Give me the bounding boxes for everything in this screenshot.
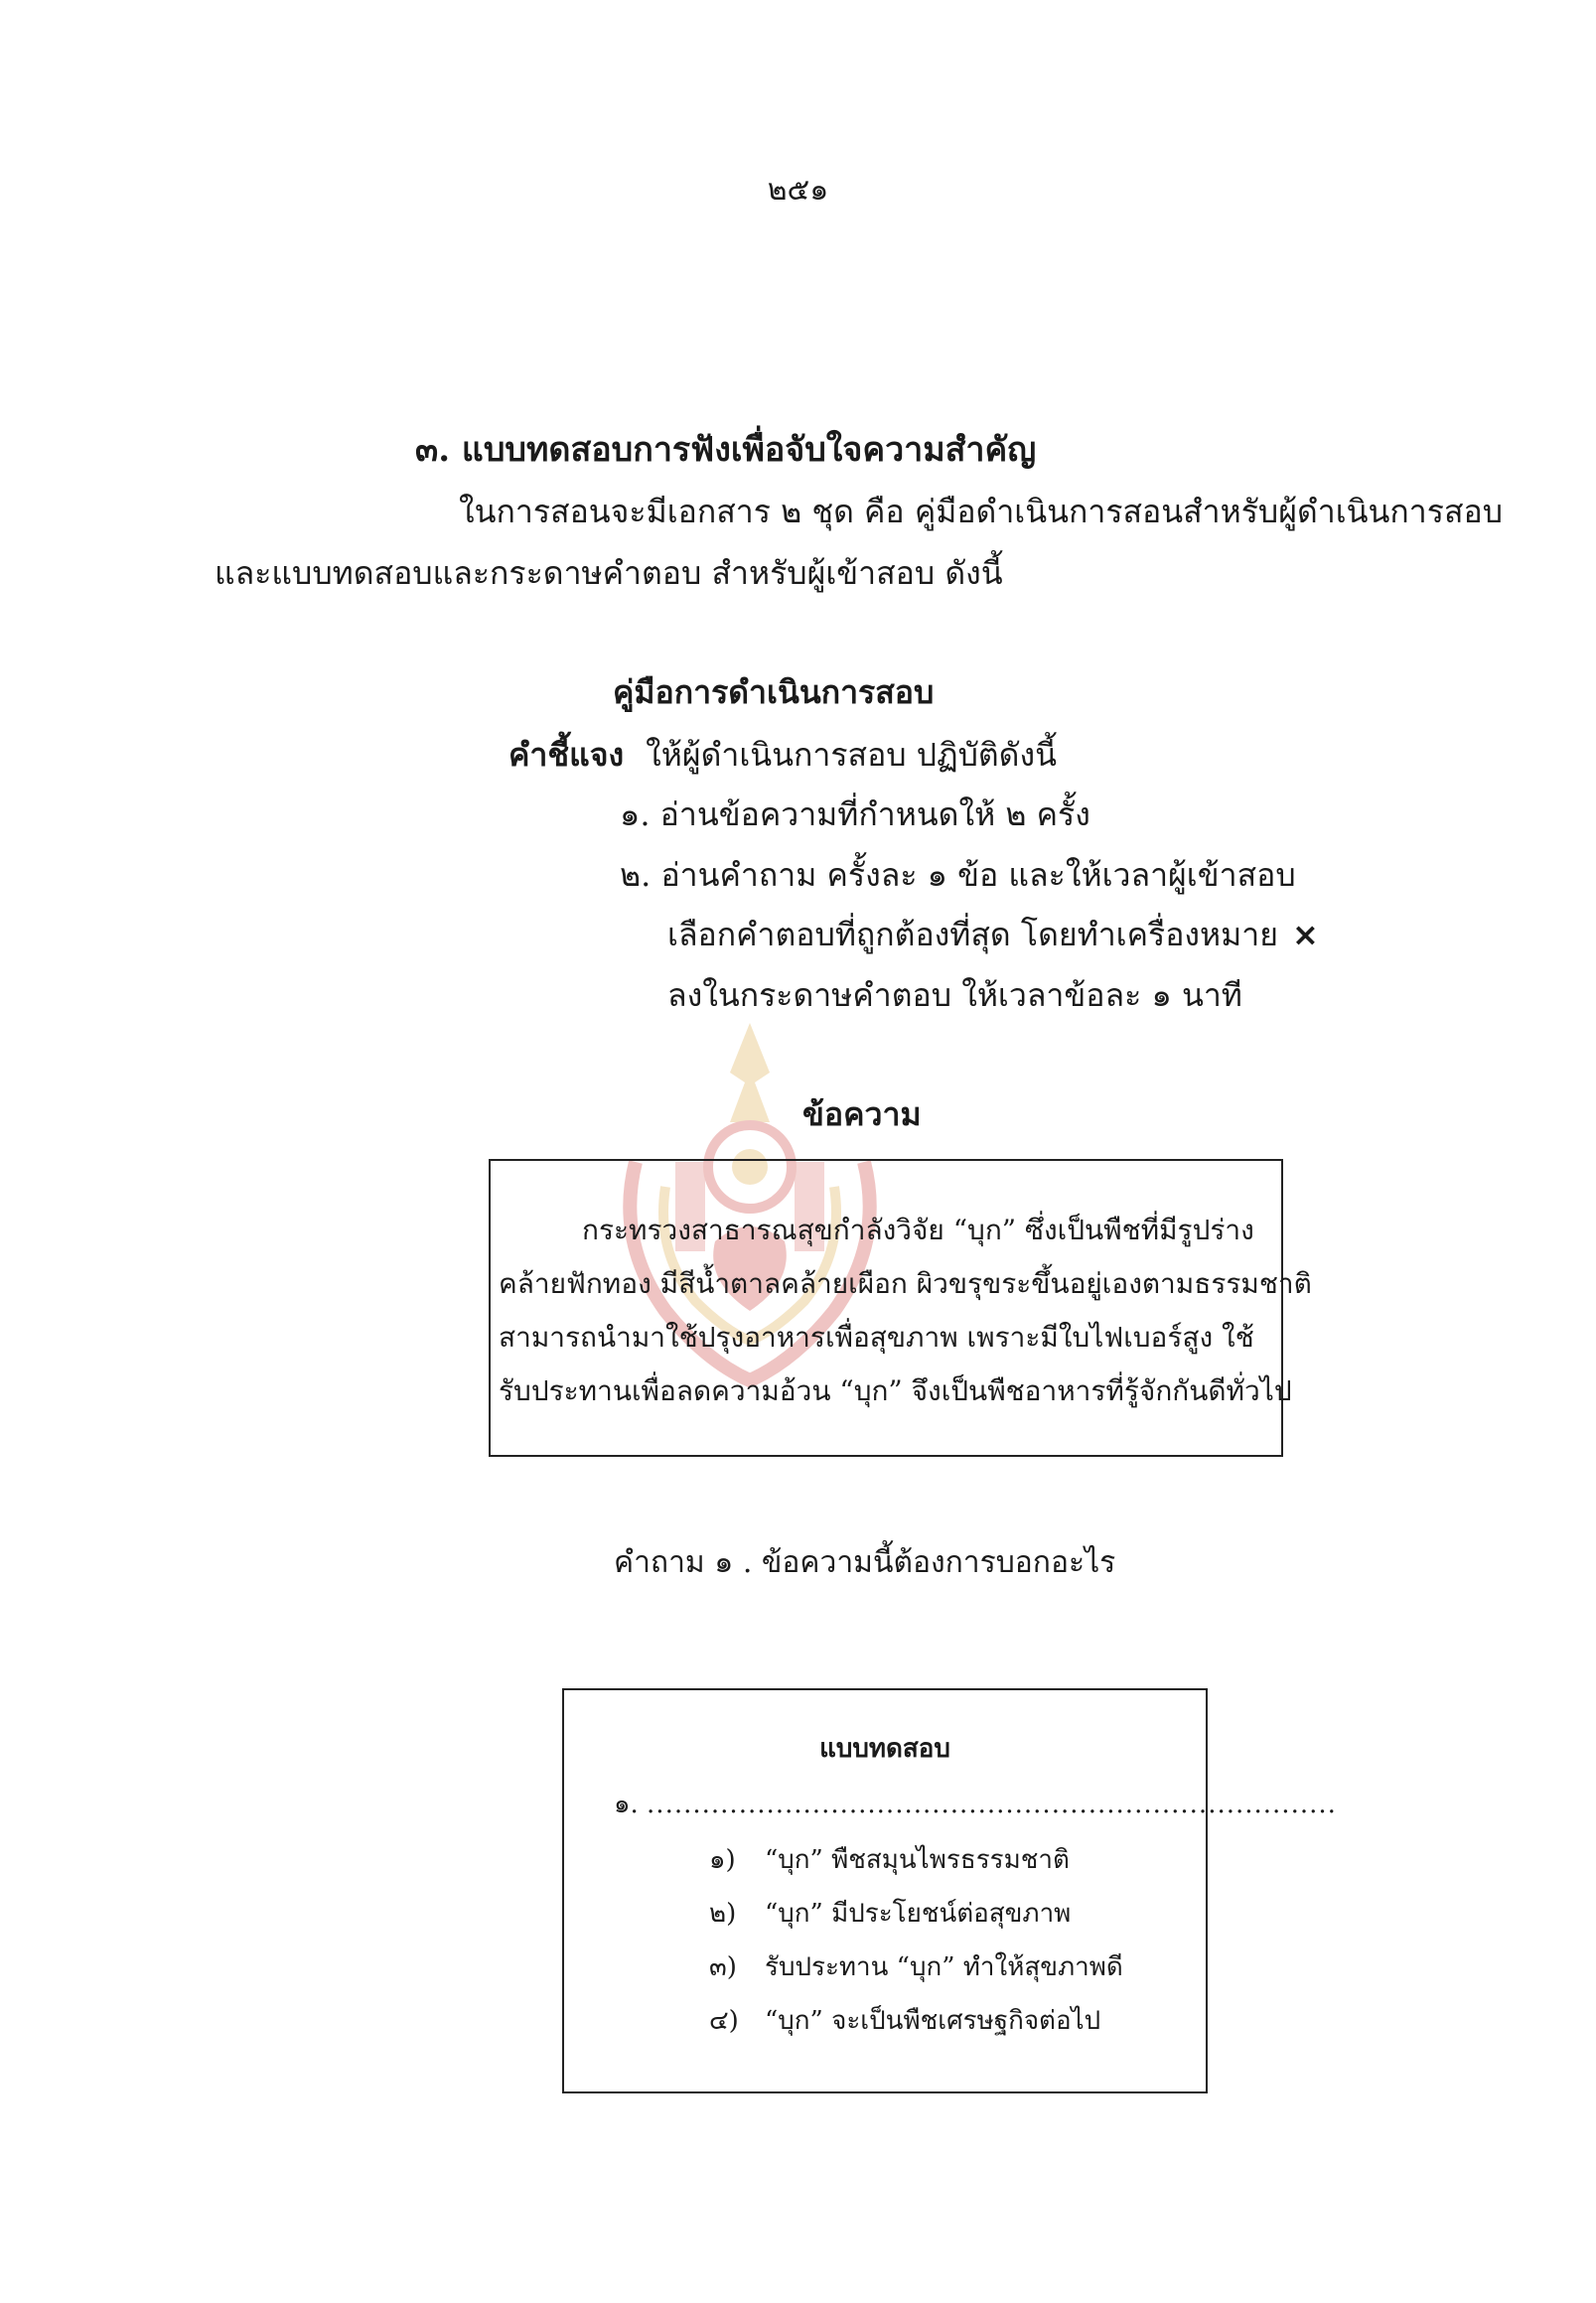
option-text: “บุก” จะเป็นพืชเศรษฐกิจต่อไป <box>765 2006 1101 2036</box>
question-1: คำถาม ๑ . ข้อความนี้ต้องการบอกอะไร <box>614 1545 1116 1580</box>
answer-option-1 <box>709 1839 1070 1880</box>
step-2-line-3: ลงในกระดาษคำตอบ ให้เวลาข้อละ ๑ นาที <box>667 976 1242 1014</box>
step-1: ๑. อ่านข้อความที่กำหนดให้ ๒ ครั้ง <box>620 795 1090 833</box>
test-item-number: ๑. <box>614 1790 639 1819</box>
instruction-text: ให้ผู้ดำเนินการสอบ ปฏิบัติดังนี้ <box>646 736 1057 774</box>
manual-title: คู่มือการดำเนินการสอบ <box>613 673 935 711</box>
test-box <box>562 1688 1337 2093</box>
section-heading: ๓. แบบทดสอบการฟังเพื่อจับใจความสำคัญ <box>415 430 1037 470</box>
step-2-line-2 <box>667 910 1319 960</box>
answer-option-4 <box>709 2000 1100 2041</box>
instruction-label: คำชี้แจง <box>508 736 625 774</box>
option-number: ๔) <box>709 2006 739 2036</box>
step-2-line-1: ๒. อ่านคำถาม ครั้งละ ๑ ข้อ และให้เวลาผู้เข้าสอบ <box>620 856 1296 894</box>
passage-line: กระทรวงสาธารณสุขกำลังวิจัย “บุก” ซึ่งเป็นพืชที่มีรูปร่าง <box>582 1214 1254 1246</box>
answer-option-3 <box>709 1946 1123 1987</box>
option-number: ๓) <box>709 1952 737 1982</box>
answer-dotted-line: ........................................................................... <box>647 1790 1337 1819</box>
x-mark-icon: × <box>1291 916 1319 953</box>
passage-box <box>489 1159 1312 1457</box>
option-text: “บุก” พืชสมุนไพรธรรมชาติ <box>765 1845 1070 1875</box>
option-text: รับประทาน “บุก” ทำให้สุขภาพดี <box>765 1952 1123 1982</box>
answer-option-2 <box>709 1893 1071 1934</box>
intro-line-2: และแบบทดสอบและกระดาษคำตอบ สำหรับผู้เข้าสอบ ดังนี้ <box>215 554 1003 592</box>
option-text: “บุก” มีประโยชน์ต่อสุขภาพ <box>765 1899 1072 1929</box>
option-number: ๒) <box>709 1899 737 1929</box>
test-number-row <box>614 1784 1337 1824</box>
page-number: ๒๕๑ <box>767 173 829 208</box>
passage-heading: ข้อความ <box>802 1095 922 1133</box>
instruction-row <box>508 730 1057 781</box>
step-2-line-2-text: เลือกคำตอบที่ถูกต้องที่สุด โดยทำเครื่องหมาย <box>667 916 1278 953</box>
intro-line-1: ในการสอนจะมีเอกสาร ๒ ชุด คือ คู่มือดำเนินการสอนสำหรับผู้ดำเนินการสอบ <box>459 493 1503 530</box>
passage-line: คล้ายฟักทอง มีสีน้ำตาลคล้ายเผือก ผิวขรุขระขึ้นอยู่เองตามธรรมชาติ <box>499 1267 1312 1300</box>
passage-line: สามารถนำมาใช้ปรุงอาหารเพื่อสุขภาพ เพราะมีใบไฟเบอร์สูง ใช้ <box>499 1321 1254 1354</box>
passage-line: รับประทานเพื่อลดความอ้วน “บุก” จึงเป็นพืชอาหารที่รู้จักกันดีทั่วไป <box>499 1374 1292 1407</box>
option-number: ๑) <box>709 1845 736 1875</box>
test-title: แบบทดสอบ <box>819 1734 950 1764</box>
